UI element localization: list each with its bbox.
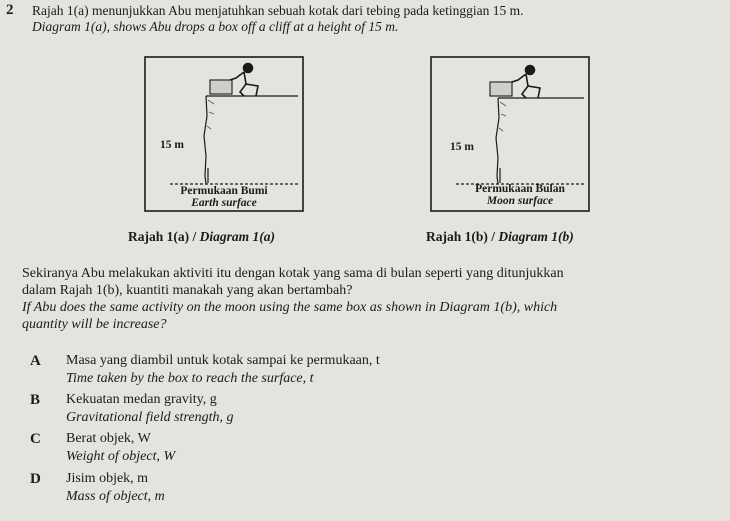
diagram-1a-cliff-face bbox=[204, 96, 207, 184]
diagram-1a-caption bbox=[128, 229, 275, 245]
option-a-letter[interactable]: A bbox=[30, 353, 41, 369]
stem-malay-line-2: dalam Rajah 1(b), kuantiti manakah yang akan bertambah? bbox=[22, 283, 353, 298]
question-intro-english: Diagram 1(a), shows Abu drops a box off a cliff at a height of 15 m. bbox=[32, 19, 399, 34]
diagram-1b-cliff-face bbox=[496, 98, 499, 184]
diagram-1b-person-icon bbox=[512, 66, 540, 99]
diagram-1b-caption-english: Diagram 1(b) bbox=[498, 229, 574, 244]
option-a-malay: Masa yang diambil untuk kotak sampai ke permukaan, t bbox=[66, 353, 380, 368]
diagram-1a-box bbox=[210, 80, 232, 94]
option-a-english: Time taken by the box to reach the surface, t bbox=[66, 371, 314, 386]
diagram-1b-surface-english: Moon surface bbox=[486, 195, 554, 207]
diagram-1b-cliff-texture bbox=[499, 102, 506, 131]
diagram-1b-caption-malay: Rajah 1(b) / bbox=[426, 229, 499, 244]
diagram-1a-caption-english: Diagram 1(a) bbox=[199, 229, 275, 244]
diagram-1b-caption bbox=[426, 229, 574, 245]
option-c-letter[interactable]: C bbox=[30, 431, 41, 447]
diagram-1a-person-icon bbox=[230, 64, 258, 97]
option-b-malay: Kekuatan medan gravity, g bbox=[66, 392, 217, 407]
option-c-english: Weight of object, W bbox=[66, 449, 176, 464]
option-b-english: Gravitational field strength, g bbox=[66, 410, 234, 425]
diagram-1a-caption-malay: Rajah 1(a) / bbox=[128, 229, 200, 244]
option-d-letter[interactable]: D bbox=[30, 471, 41, 487]
option-c-malay: Berat objek, W bbox=[66, 431, 151, 446]
diagram-1a-height-label: 15 m bbox=[160, 139, 184, 151]
question-intro-malay: Rajah 1(a) menunjukkan Abu menjatuhkan sebuah kotak dari tebing pada ketinggian 15 m. bbox=[32, 3, 524, 18]
diagram-1b-height-label: 15 m bbox=[450, 141, 474, 153]
stem-english-line-1: If Abu does the same activity on the moon using the same box as shown in Diagram 1(b), which bbox=[22, 300, 558, 315]
diagram-1b bbox=[426, 56, 596, 216]
diagram-1a bbox=[140, 56, 310, 216]
option-d-english: Mass of object, m bbox=[66, 489, 165, 504]
option-d-malay: Jisim objek, m bbox=[66, 471, 149, 486]
diagram-1a-surface-english: Earth surface bbox=[191, 197, 257, 209]
diagram-1a-cliff-texture bbox=[207, 100, 214, 129]
question-number: 2 bbox=[6, 2, 14, 18]
stem-english-line-2: quantity will be increase? bbox=[22, 317, 167, 332]
stem-malay-line-1: Sekiranya Abu melakukan aktiviti itu dengan kotak yang sama di bulan seperti yang ditunjukkan bbox=[22, 266, 564, 281]
option-b-letter[interactable]: B bbox=[30, 392, 41, 408]
diagram-1b-box bbox=[490, 82, 512, 96]
diagram-1a-surface-malay: Permukaan Bumi bbox=[180, 185, 268, 197]
diagram-1b-surface-malay: Permukaan Bulan bbox=[475, 183, 565, 195]
